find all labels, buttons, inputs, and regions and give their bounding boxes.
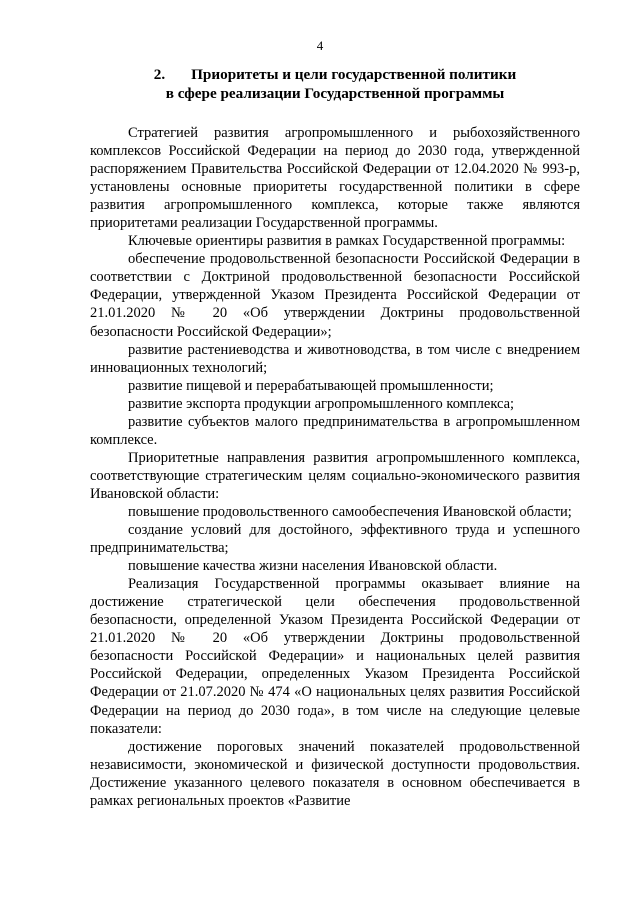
paragraph-program-impact: Реализация Государственной программы оказывает влияние на достижение стратегической цели обеспечения продовольственной безопасности, определенной Указом Президента Российской Федерации от 21.01.2020 № 20 «Об утверждении Доктрины продовольственной безопасности Российской Федерации» и национальных целей развития Российской Федерации, определенных Указом Президента Российской Федерации от 21.07.2020 № 474 «О национальных целях развития Российской Федерации на период до 2030 года», в том числе на следующие целевые показатели:: [90, 576, 580, 737]
paragraph-export: развитие экспорта продукции агропромышленного комплекса;: [128, 395, 515, 412]
page-number: 4: [316, 38, 324, 53]
paragraph-self-sufficiency: повышение продовольственного самообеспечения Ивановской области;: [128, 503, 572, 520]
paragraph-small-business: развитие субъектов малого предпринимательства в агропромышленном комплексе.: [90, 413, 580, 448]
section-number: 2.: [153, 66, 166, 83]
paragraph-strategy: Стратегией развития агропромышленного и рыбохозяйственного комплексов Российской Федерации на период до 2030 года, утвержденной распоряжением Правительства Российской Федерации от 12.04.2020 № 993-р, установлены основные приоритеты государственной политики в сфере развития агропромышленного комплекса, которые также являются приоритетами реализации Государственной программы.: [90, 125, 580, 232]
paragraph-priority-directions: Приоритетные направления развития агропромышленного комплекса, соответствующие стратегическим целям социально-экономического развития Ивановской области:: [90, 449, 580, 502]
section-heading-line-1: [90, 66, 580, 85]
paragraph-crop-livestock: развитие растениеводства и животноводства, в том числе с внедрением инновационных технологий;: [90, 341, 580, 376]
paragraph-quality-of-life: повышение качества жизни населения Ивановской области.: [128, 558, 498, 575]
paragraph-decent-work: создание условий для достойного, эффективного труда и успешного предпринимательства;: [90, 522, 580, 557]
body-text: [90, 124, 580, 810]
paragraph-threshold-values: достижение пороговых значений показателей продовольственной независимости, экономической и физической доступности продовольствия. Достижение указанного целевого показателя в основном обеспечивается в рамках региональных проектов «Развитие: [90, 738, 580, 809]
section-title-part-2: в сфере реализации Государственной программы: [165, 84, 505, 102]
section-title-part-1: Приоритеты и цели государственной политики: [191, 66, 517, 83]
paragraph-food-industry: развитие пищевой и перерабатывающей промышленности;: [128, 377, 494, 394]
section-heading: [90, 66, 580, 103]
paragraph-food-security: обеспечение продовольственной безопасности Российской Федерации в соответствии с Доктриной продовольственной безопасности Российской Федерации, утвержденной Указом Президента Российской Федерации от 21.01.2020 № 20 «Об утверждении Доктрины продовольственной безопасности Российской Федерации»;: [90, 251, 580, 340]
paragraph-key-guidelines: Ключевые ориентиры развития в рамках Государственной программы:: [128, 233, 566, 250]
